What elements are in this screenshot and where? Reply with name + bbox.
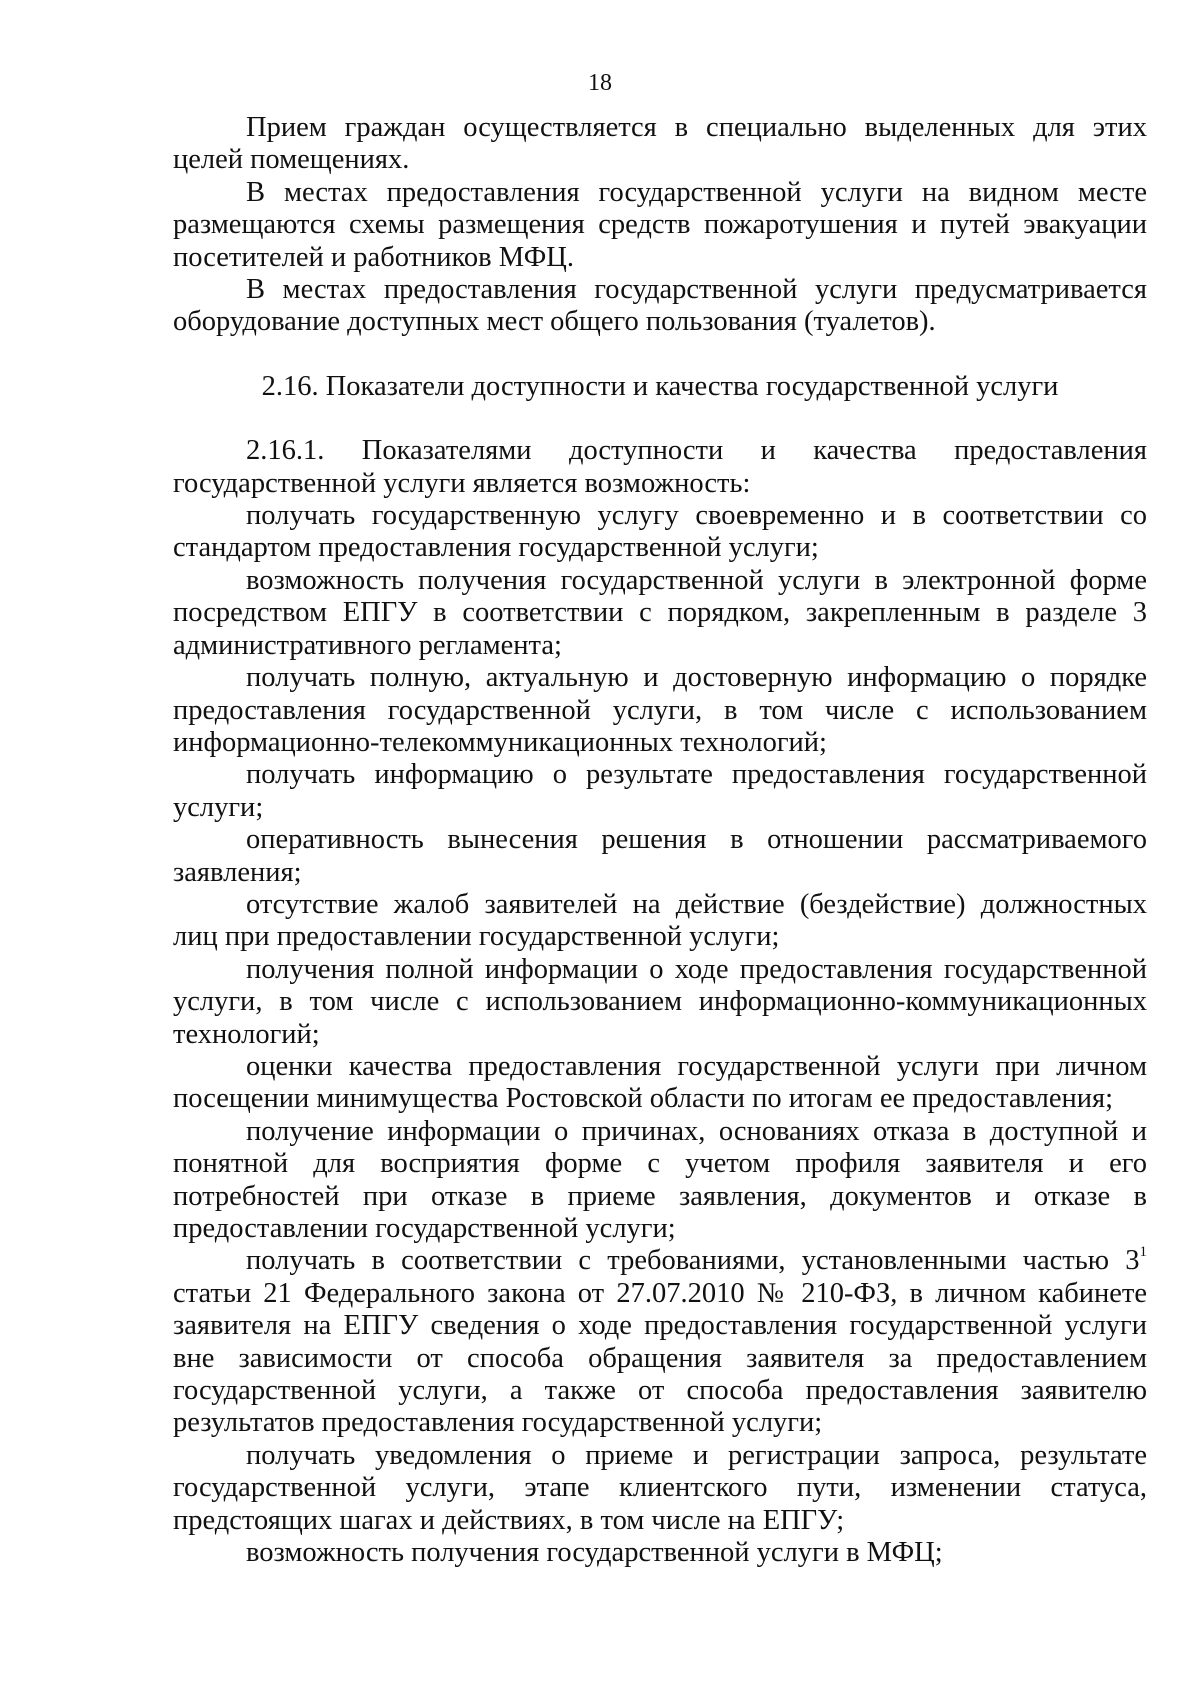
paragraph: возможность получения государственной услуги в МФЦ; xyxy=(246,1537,943,1569)
paragraph-text-start: получать в соответствии с требованиями, установленными частью 3 xyxy=(246,1245,1140,1277)
paragraph: получать государственную услугу своевременно и в соответствии со стандартом предоставления государственной услуги; xyxy=(173,500,1147,564)
page-number: 18 xyxy=(588,70,612,96)
paragraph: 2.16.1. Показателями доступности и качества предоставления государственной услуги является возможность: xyxy=(173,435,1147,499)
paragraph-with-footnote xyxy=(173,1245,1147,1439)
paragraph: оценки качества предоставления государственной услуги при личном посещении минимущества Ростовской области по итогам ее предоставления; xyxy=(173,1050,1147,1115)
paragraph: получать уведомления о приеме и регистрации запроса, результате государственной услуги, этапе клиентского пути, изменении статуса, предстоящих шагах и действиях, в том числе на ЕПГУ; xyxy=(173,1439,1147,1536)
paragraph: оперативность вынесения решения в отношении рассматриваемого заявления; xyxy=(173,824,1147,888)
section-heading: 2.16. Показатели доступности и качества государственной услуги xyxy=(261,370,1059,402)
paragraph: получения полной информации о ходе предоставления государственной услуги, в том числе с использованием информационно-коммуникационных технологий; xyxy=(173,953,1147,1050)
paragraph: получение информации о причинах, основаниях отказа в доступной и понятной для восприятия форме с учетом профиля заявителя и его потребностей при отказе в приеме заявления, документов и отказе в предоставлении государственной услуги; xyxy=(173,1115,1147,1244)
paragraph-text-end: статьи 21 Федерального закона от 27.07.2010 № 210-ФЗ, в личном кабинете заявителя на ЕПГУ сведения о ходе предоставления государственной услуги вне зависимости от способа обращения заявителя за предоставлением государственной услуги, а также от способа предоставления заявителю результатов предоставления государственной услуги; xyxy=(173,1277,1147,1439)
paragraph: В местах предоставления государственной услуги предусматривается оборудование доступных мест общего пользования (туалетов). xyxy=(173,274,1147,338)
paragraph: получать информацию о результате предоставления государственной услуги; xyxy=(173,759,1147,823)
paragraph: В местах предоставления государственной услуги на видном месте размещаются схемы размещения средств пожаротушения и путей эвакуации посетителей и работников МФЦ. xyxy=(173,176,1147,273)
superscript-index: 1 xyxy=(1139,1243,1147,1260)
paragraph: Прием граждан осуществляется в специально выделенных для этих целей помещениях. xyxy=(173,112,1147,176)
paragraph: отсутствие жалоб заявителей на действие (бездействие) должностных лиц при предоставлении государственной услуги; xyxy=(173,888,1147,953)
document-body xyxy=(173,112,1147,1569)
paragraph: получать полную, актуальную и достоверную информацию о порядке предоставления государственной услуги, в том числе с использованием информационно-телекоммуникационных технологий; xyxy=(173,662,1147,758)
paragraph: возможность получения государственной услуги в электронной форме посредством ЕПГУ в соответствии с порядком, закрепленным в разделе 3 административного регламента; xyxy=(173,564,1147,661)
